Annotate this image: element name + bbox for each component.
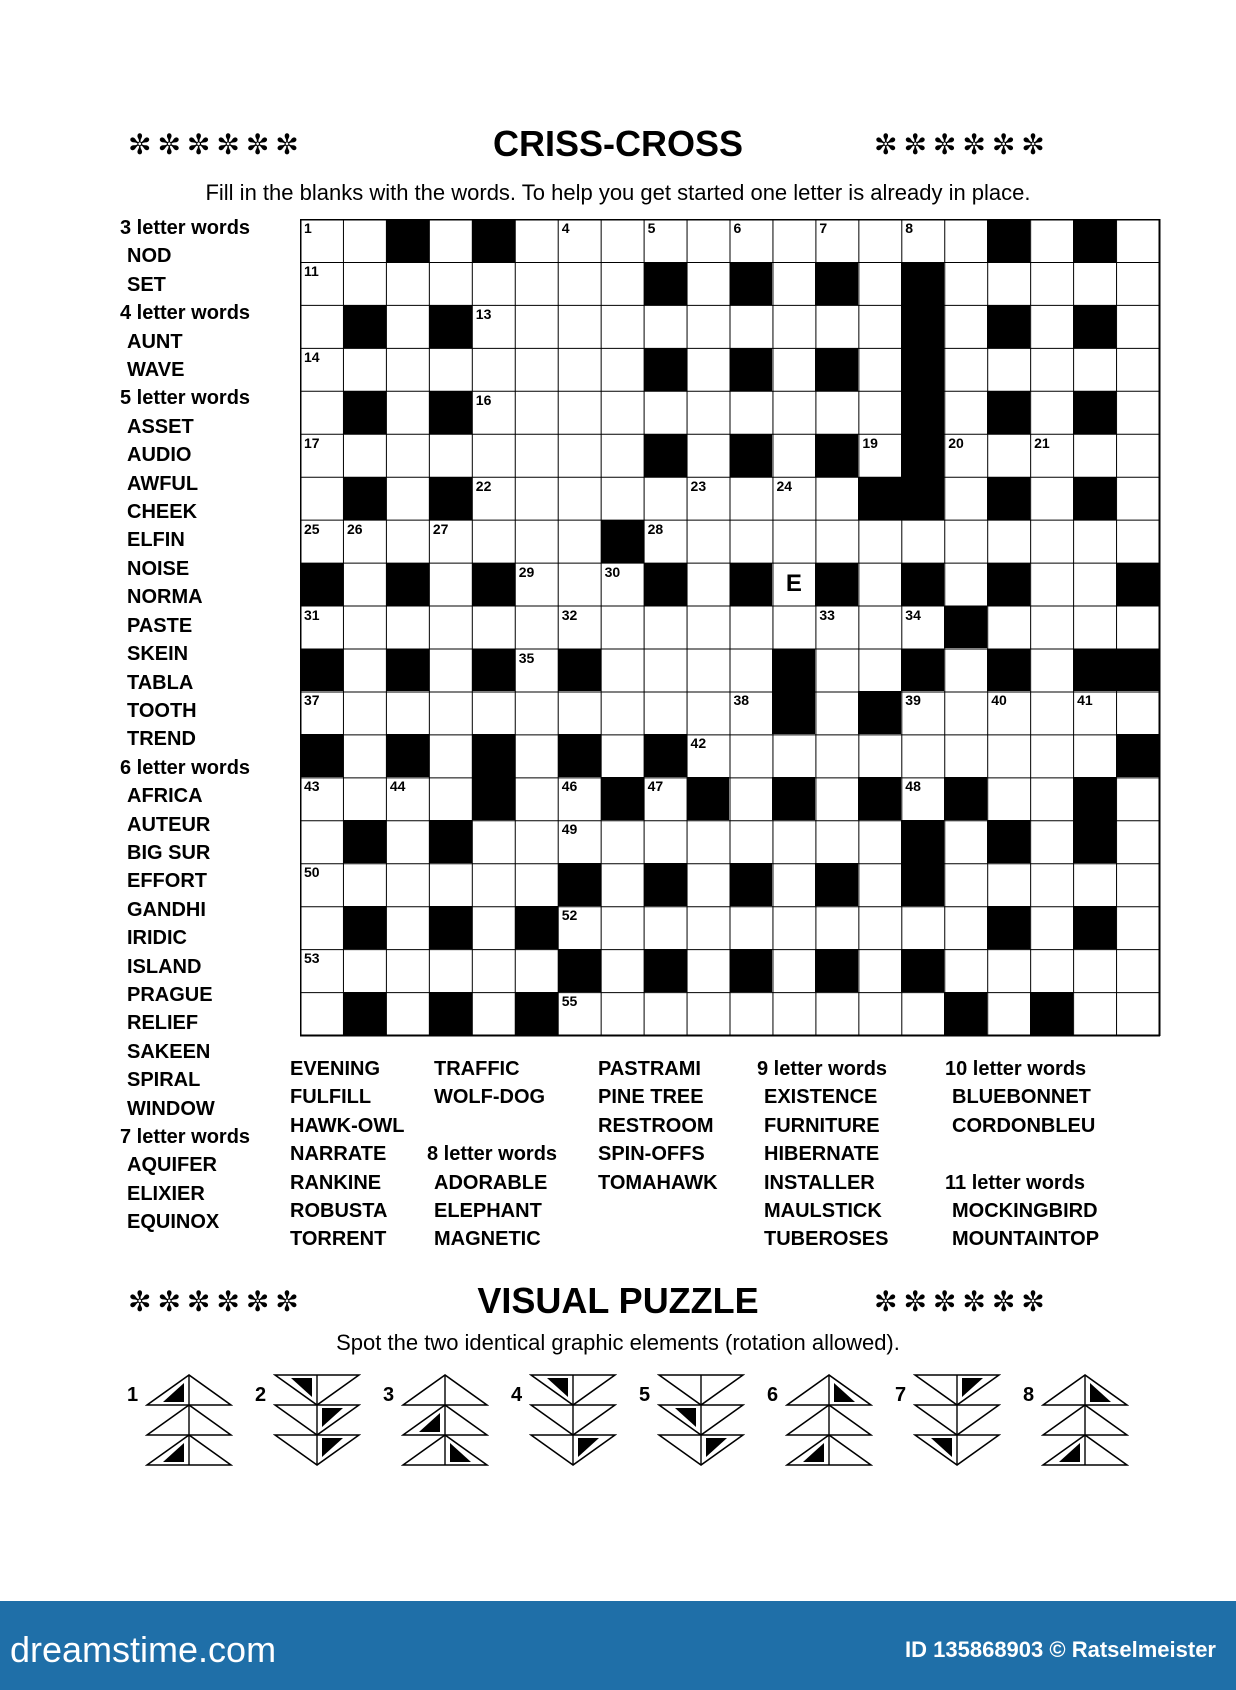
clue-number: 43: [304, 778, 320, 795]
word-list-item: SPIRAL: [127, 1069, 201, 1092]
word-list-item: MAULSTICK: [764, 1200, 882, 1223]
word-list-item: ASSET: [127, 415, 194, 438]
visual-element-number: 1: [127, 1384, 139, 1406]
word-list-item: PRAGUE: [127, 983, 213, 1006]
word-list-heading: 8 letter words: [427, 1143, 558, 1166]
word-list-heading: 10 letter words: [945, 1058, 1087, 1080]
clue-number: 54: [905, 950, 921, 967]
triangle-stack-figure[interactable]: [401, 1373, 489, 1467]
clue-number: 40: [991, 692, 1007, 709]
clue-number: 37: [304, 692, 320, 709]
word-list-heading: 5 letter words: [120, 387, 251, 410]
clue-number: 22: [475, 477, 492, 494]
puzzle-title: CRISS-CROSS: [492, 123, 744, 164]
word-list-item: AQUIFER: [127, 1154, 217, 1177]
word-list-item: ELFIN: [127, 529, 185, 552]
clue-number: 41: [1077, 692, 1093, 709]
word-list-item: AUTEUR: [127, 813, 211, 836]
word-list-item: ISLAND: [127, 955, 202, 978]
clue-number: 18: [819, 434, 835, 451]
word-list-item: TUBEROSES: [764, 1228, 889, 1251]
clue-number: 39: [905, 692, 921, 709]
word-list-item: RELIEF: [127, 1012, 199, 1035]
clue-number: 5: [647, 220, 656, 236]
visual-element-number: 8: [1023, 1384, 1035, 1406]
clue-number: 32: [561, 606, 578, 623]
word-list-item: IRIDIC: [127, 927, 187, 950]
word-list-left: [120, 214, 250, 1237]
word-list-item: NOISE: [127, 557, 190, 580]
word-list-item: RESTROOM: [598, 1114, 714, 1137]
clue-number: 15: [819, 348, 835, 365]
decorative-stars-left-2: ✼✼✼✼✼✼: [128, 1285, 305, 1318]
clue-number: 29: [518, 563, 535, 580]
word-list-item: ELIXIER: [127, 1182, 205, 1205]
word-list-item: MAGNETIC: [434, 1228, 541, 1251]
visual-puzzle-instructions: Spot the two identical graphic elements (rotation allowed).: [336, 1330, 900, 1355]
word-list-item: WINDOW: [127, 1097, 215, 1120]
word-list-item: WOLF-DOG: [434, 1086, 546, 1109]
puzzle-instructions: Fill in the blanks with the words. To help you get started one letter is already in place.: [205, 180, 1031, 205]
clue-number: 33: [819, 606, 835, 623]
clue-number: 52: [561, 907, 578, 924]
clue-number: 8: [905, 220, 914, 236]
visual-element-number: 6: [767, 1384, 779, 1406]
triangle-stack-figure[interactable]: [145, 1373, 233, 1467]
clue-number: 53: [304, 950, 320, 967]
word-list-heading: 4 letter words: [120, 302, 251, 325]
word-list-col3: [427, 1055, 557, 1254]
clue-number: 55: [561, 993, 578, 1010]
visual-puzzle-title: VISUAL PUZZLE: [477, 1280, 759, 1321]
clue-number: 49: [561, 821, 578, 838]
word-list-item: CHEEK: [127, 501, 198, 524]
clue-number: 34: [905, 606, 921, 623]
word-list-item: AFRICA: [127, 785, 203, 808]
clue-number: 11: [304, 262, 319, 279]
clue-number: 17: [304, 434, 320, 451]
word-list-col4: [591, 1055, 718, 1197]
word-list-item: MOUNTAINTOP: [952, 1228, 1100, 1251]
clue-number: 2: [389, 220, 398, 236]
word-list-item: RANKINE: [290, 1171, 382, 1194]
triangle-stack-figure[interactable]: [785, 1373, 873, 1467]
word-list-item: FULFILL: [290, 1086, 372, 1109]
clue-number: 24: [776, 477, 793, 494]
clue-number: 44: [389, 778, 406, 795]
word-list-item: TREND: [127, 728, 196, 751]
word-list-item: HIBERNATE: [764, 1143, 880, 1166]
word-list-col6: [945, 1055, 1099, 1254]
clue-number: 48: [905, 778, 921, 795]
word-list-heading: 11 letter words: [945, 1171, 1086, 1194]
word-list-col2: [283, 1055, 404, 1254]
given-letter: E: [785, 570, 802, 598]
clue-number: 50: [304, 864, 320, 881]
word-list-item: [427, 1112, 557, 1140]
word-list-item: SKEIN: [127, 643, 189, 666]
word-list-item: EQUINOX: [127, 1211, 220, 1234]
clue-number: 19: [862, 434, 878, 451]
visual-element-number: 3: [383, 1384, 395, 1406]
word-list-item: NARRATE: [290, 1143, 387, 1166]
word-list-item: SET: [127, 273, 166, 296]
decorative-stars-left: ✼✼✼✼✼✼: [128, 128, 305, 161]
clue-number: 3: [475, 220, 484, 236]
watermark-brand: dreamstime.com: [10, 1629, 277, 1670]
clue-number: 25: [304, 520, 320, 537]
clue-number: 4: [561, 220, 570, 236]
clue-number: 47: [647, 778, 664, 795]
clue-number: 45: [475, 778, 492, 795]
clue-number: 38: [733, 692, 750, 709]
word-list-item: EVENING: [290, 1058, 381, 1080]
word-list-item: NOD: [127, 245, 172, 268]
word-list-item: WAVE: [127, 359, 185, 382]
word-list-item: AWFUL: [127, 472, 199, 495]
clue-number: 20: [948, 434, 964, 451]
clue-number: 1: [304, 220, 312, 236]
word-list-item: SPIN-OFFS: [598, 1143, 705, 1166]
grid-lines: [300, 219, 1161, 1038]
word-list-item: PASTRAMI: [598, 1058, 701, 1080]
clue-number: 30: [604, 563, 621, 580]
clue-number: 36: [776, 649, 793, 666]
clue-number: 21: [1034, 434, 1050, 451]
word-list-item: MOCKINGBIRD: [952, 1200, 1098, 1223]
word-list-item: AUNT: [127, 330, 183, 353]
word-list-item: ELEPHANT: [434, 1200, 542, 1223]
word-list-heading: 6 letter words: [120, 756, 251, 779]
clue-number: 51: [905, 864, 921, 881]
word-list-item: ROBUSTA: [290, 1200, 388, 1223]
clue-number: 7: [819, 220, 828, 236]
word-list-item: EFFORT: [127, 870, 207, 893]
word-list-item: GANDHI: [127, 898, 206, 921]
clue-number: 6: [733, 220, 742, 236]
word-list-item: PASTE: [127, 614, 193, 637]
clue-number: 23: [690, 477, 707, 494]
visual-element-number: 4: [511, 1384, 523, 1406]
decorative-stars-right: ✼✼✼✼✼✼: [874, 128, 1051, 161]
word-list-heading: 9 letter words: [757, 1058, 888, 1080]
word-list-item: CORDONBLEU: [952, 1114, 1096, 1137]
clue-number: 13: [475, 305, 492, 322]
clue-number: 28: [647, 520, 664, 537]
decorative-stars-right-2: ✼✼✼✼✼✼: [874, 1285, 1051, 1318]
triangle-stack-figure[interactable]: [529, 1373, 617, 1467]
triangle-stack-figure[interactable]: [273, 1373, 361, 1467]
clue-number: 46: [561, 778, 578, 795]
clue-number: 14: [304, 348, 320, 365]
clue-number: 16: [475, 391, 492, 408]
word-list-item: TABLA: [127, 671, 194, 694]
clue-number: 27: [432, 520, 449, 537]
clue-number: 31: [304, 606, 320, 623]
word-list-item: TOOTH: [127, 699, 197, 722]
triangle-stack-figure[interactable]: [657, 1373, 745, 1467]
word-list-heading: 7 letter words: [120, 1126, 251, 1148]
word-list-item: EXISTENCE: [764, 1086, 878, 1109]
triangle-stack-figure[interactable]: [1041, 1373, 1129, 1467]
triangle-stack-figure[interactable]: [913, 1373, 1001, 1467]
word-list-item: NORMA: [127, 586, 203, 609]
clue-number: 9: [991, 220, 999, 236]
visual-element-number: 5: [639, 1384, 651, 1406]
word-list-heading: 3 letter words: [120, 217, 251, 239]
clue-number: 12: [819, 262, 835, 279]
word-list-item: BIG SUR: [127, 841, 211, 864]
clue-number: 42: [690, 735, 707, 752]
clue-number: 10: [1077, 220, 1093, 236]
word-list-item: TOMAHAWK: [598, 1171, 718, 1194]
visual-element-number: 2: [255, 1384, 267, 1406]
word-list-item: TORRENT: [290, 1228, 387, 1251]
word-list-item: ADORABLE: [434, 1171, 548, 1194]
word-list-col5: [757, 1055, 888, 1254]
word-list-item: PINE TREE: [598, 1086, 704, 1109]
word-list-item: BLUEBONNET: [952, 1086, 1091, 1109]
footer-bar: [0, 1601, 1236, 1690]
clue-number: 26: [346, 520, 363, 537]
word-list-item: INSTALLER: [764, 1171, 875, 1194]
word-list-item: [945, 1140, 1099, 1168]
word-list-item: SAKEEN: [127, 1040, 211, 1063]
clue-number: 35: [518, 649, 535, 666]
word-list-item: AUDIO: [127, 444, 192, 467]
visual-element-number: 7: [895, 1384, 907, 1406]
word-list-item: TRAFFIC: [434, 1058, 520, 1080]
word-list-item: HAWK-OWL: [290, 1114, 405, 1137]
image-credit: ID 135868903 © Ratselmeister: [905, 1637, 1216, 1662]
word-list-item: FURNITURE: [764, 1114, 880, 1137]
